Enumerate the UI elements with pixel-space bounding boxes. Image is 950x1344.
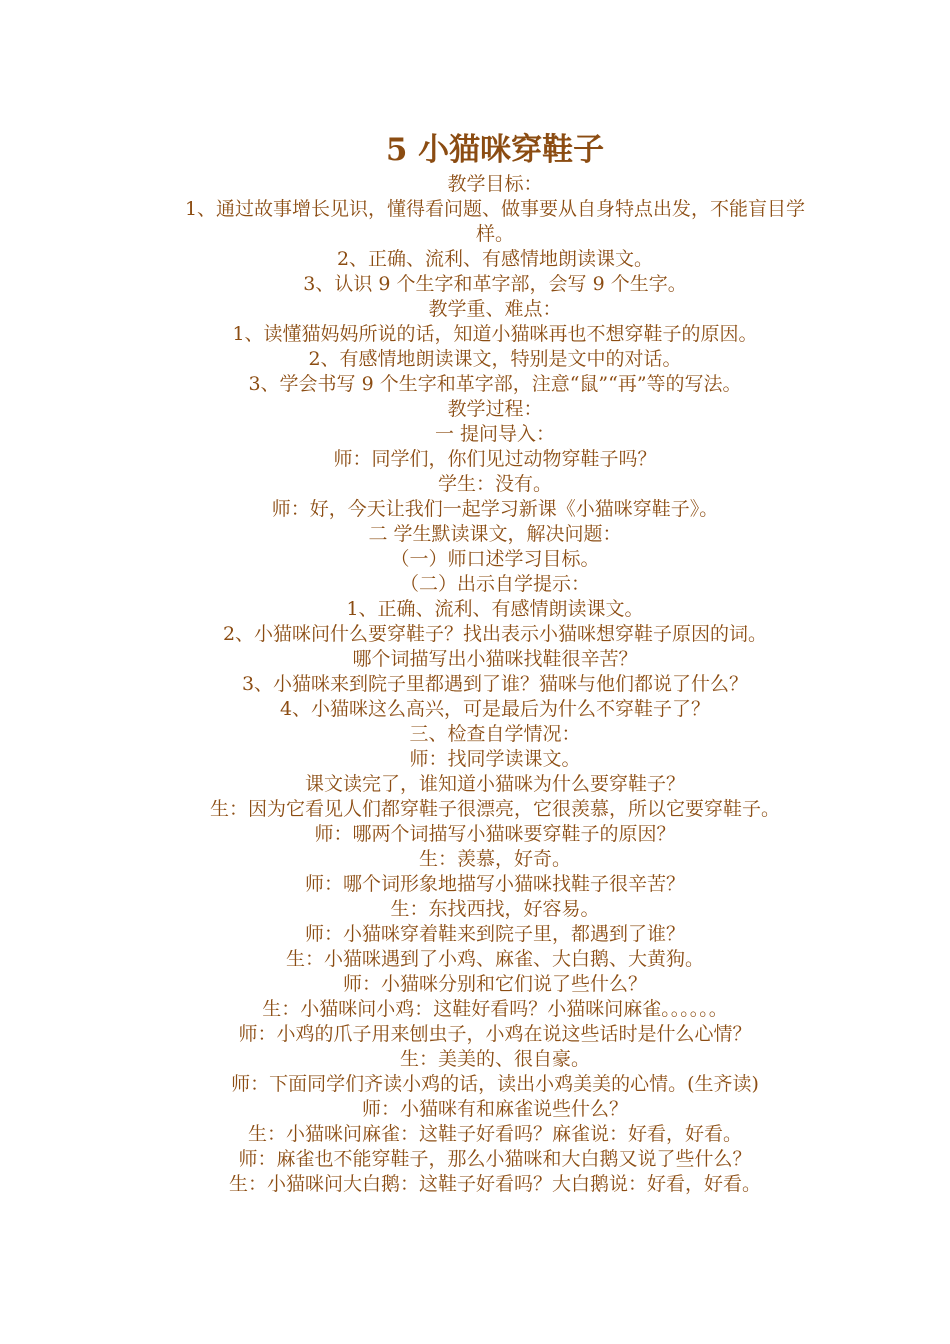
step-heading-1: 一 提问导入： bbox=[434, 423, 556, 445]
dialogue-line: 师：小猫咪分别和它们说了些什么？ bbox=[342, 973, 647, 995]
dialogue-line: 师：哪两个词描写小猫咪要穿鞋子的原因？ bbox=[314, 823, 676, 845]
sub-step: （二）出示自学提示： bbox=[399, 573, 590, 595]
sub-step: （一）师口述学习目标。 bbox=[390, 548, 600, 570]
dialogue-line: 师：哪个词形象地描写小猫咪找鞋子很辛苦？ bbox=[304, 873, 685, 895]
self-study-prompt: 3、小猫咪来到院子里都遇到了谁？猫咪与他们都说了什么？ bbox=[241, 673, 749, 695]
document-title: 5 小猫咪穿鞋子 bbox=[385, 132, 605, 168]
key-point-3: 3、学会书写 9 个生字和革字部，注意“鼠”“再”等的写法。 bbox=[248, 373, 742, 395]
step-heading-2: 二 学生默读课文，解决问题： bbox=[368, 523, 622, 545]
key-point-1: 1、读懂猫妈妈所说的话，知道小猫咪再也不想穿鞋子的原因。 bbox=[232, 323, 758, 345]
dialogue-line: 师：小鸡的爪子用来刨虫子，小鸡在说这些话时是什么心情？ bbox=[238, 1023, 752, 1045]
step-heading-3: 三、检查自学情况： bbox=[409, 723, 581, 745]
dialogue-line: 师：同学们，你们见过动物穿鞋子吗？ bbox=[333, 448, 657, 470]
dialogue-line: 生：小猫咪问麻雀：这鞋子好看吗？麻雀说：好看，好看。 bbox=[247, 1123, 742, 1145]
dialogue-line: 生：小猫咪遇到了小鸡、麻雀、大白鹅、大黄狗。 bbox=[285, 948, 704, 970]
self-study-prompt: 1、正确、流利、有感情朗读课文。 bbox=[346, 598, 644, 620]
dialogue-line: 师：小猫咪穿着鞋来到院子里，都遇到了谁？ bbox=[304, 923, 685, 945]
dialogue-line: 师：麻雀也不能穿鞋子，那么小猫咪和大白鹅又说了些什么？ bbox=[238, 1148, 752, 1170]
dialogue-line: 生：小猫咪问小鸡：这鞋好看吗？小猫咪问麻雀。。。。。。 bbox=[262, 998, 728, 1020]
dialogue-line: 课文读完了，谁知道小猫咪为什么要穿鞋子？ bbox=[304, 773, 685, 795]
dialogue-line: 学生：没有。 bbox=[437, 473, 552, 495]
objective-1: 1、通过故事增长见识，懂得看问题、做事要从自身特点出发，不能盲目学样。 bbox=[184, 198, 806, 245]
objective-2: 2、正确、流利、有感情地朗读课文。 bbox=[336, 248, 654, 270]
dialogue-line: 师：好，今天让我们一起学习新课《小猫咪穿鞋子》。 bbox=[271, 498, 719, 520]
self-study-prompt: 4、小猫咪这么高兴，可是最后为什么不穿鞋子了？ bbox=[279, 698, 711, 720]
dialogue-line: 生：小猫咪问大白鹅：这鞋子好看吗？大白鹅说：好看，好看。 bbox=[228, 1173, 761, 1195]
dialogue-line: 师：下面同学们齐读小鸡的话，读出小鸡美美的心情。(生齐读) bbox=[231, 1073, 759, 1095]
section-heading-process: 教学过程： bbox=[447, 398, 543, 420]
dialogue-line: 生：因为它看见人们都穿鞋子很漂亮，它很羡慕，所以它要穿鞋子。 bbox=[209, 798, 780, 820]
dialogue-line: 师：小猫咪有和麻雀说些什么？ bbox=[361, 1098, 628, 1120]
dialogue-line: 师：找同学读课文。 bbox=[409, 748, 581, 770]
self-study-prompt: 哪个词描写出小猫咪找鞋很辛苦？ bbox=[352, 648, 638, 670]
objective-3: 3、认识 9 个生字和革字部，会写 9 个生字。 bbox=[303, 273, 687, 295]
dialogue-line: 生：东找西找，好容易。 bbox=[390, 898, 600, 920]
section-heading-objectives: 教学目标： bbox=[447, 173, 543, 195]
dialogue-line: 生：美美的、很自豪。 bbox=[399, 1048, 590, 1070]
document-page bbox=[175, 128, 815, 1197]
key-point-2: 2、有感情地朗读课文，特别是文中的对话。 bbox=[308, 348, 682, 370]
dialogue-line: 生：羡慕，好奇。 bbox=[418, 848, 571, 870]
section-heading-key-points: 教学重、难点： bbox=[428, 298, 562, 320]
self-study-prompt: 2、小猫咪问什么要穿鞋子？找出表示小猫咪想穿鞋子原因的词。 bbox=[222, 623, 768, 645]
